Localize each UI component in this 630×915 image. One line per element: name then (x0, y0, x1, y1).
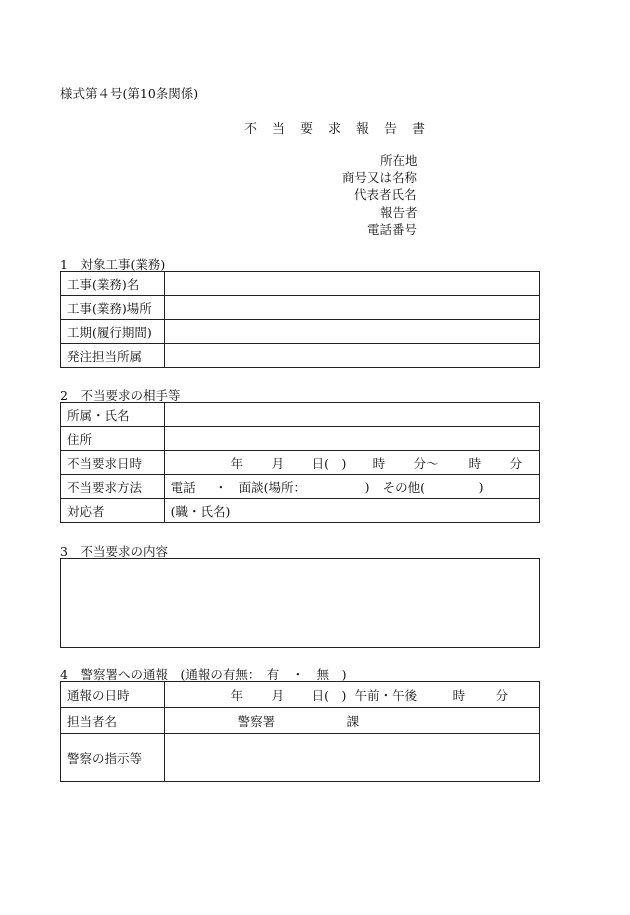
row-label: 対応者 (61, 499, 165, 523)
day-unit: 日( ) (311, 687, 347, 703)
request-datetime-field[interactable] (164, 451, 539, 475)
minute-unit: 分 (495, 687, 509, 703)
method-phone-option[interactable]: 電話 (170, 479, 196, 495)
reporter-company-label: 商号又は名称 (342, 170, 418, 185)
row-label: 住所 (61, 427, 165, 451)
section2-heading: 2 不当要求の相手等 (60, 388, 181, 403)
method-other-close: ) (478, 479, 484, 494)
section1-heading: 1 対象工事(業務) (60, 257, 166, 272)
minute-unit: 分 (509, 455, 523, 471)
row-label: 工事(業務)場所 (61, 296, 165, 320)
day-unit: 日( ) (311, 455, 347, 471)
request-content-field[interactable] (60, 558, 540, 648)
row-label: 担当者名 (61, 708, 165, 734)
method-interview-close: ) (364, 479, 370, 494)
table-row (61, 296, 540, 320)
police-instructions-field[interactable] (164, 734, 539, 782)
row-label: 工期(履行期間) (61, 320, 165, 344)
section4-heading: 4 警察署への通報 (通報の有無： 有 ・ 無 ) (60, 667, 347, 682)
police-contact-field[interactable] (164, 708, 539, 734)
section2-table (60, 402, 540, 523)
work-name-field[interactable] (164, 272, 539, 296)
table-row (61, 403, 540, 427)
reporter-representative-label: 代表者氏名 (354, 187, 417, 202)
method-interview-option[interactable]: 面談(場所： (238, 479, 306, 495)
row-label: 不当要求日時 (61, 451, 165, 475)
row-label: 所属・氏名 (61, 403, 165, 427)
police-station-unit: 警察署 (237, 713, 276, 729)
table-row (61, 272, 540, 296)
row-label: 警察の指示等 (61, 734, 165, 782)
hour-unit: 時 (468, 455, 482, 471)
reporter-location-label: 所在地 (380, 153, 418, 168)
table-row (61, 682, 540, 708)
request-method-field[interactable] (164, 475, 539, 499)
month-unit: 月 (271, 687, 285, 703)
hour-unit: 時 (372, 455, 386, 471)
table-row (61, 320, 540, 344)
form-number: 様式第４号(第10条関係) (60, 86, 199, 101)
section3-heading: 3 不当要求の内容 (60, 544, 168, 559)
work-period-field[interactable] (164, 320, 539, 344)
division-unit: 課 (346, 713, 360, 729)
method-separator: ・ (214, 479, 228, 495)
row-label: 工事(業務)名 (61, 272, 165, 296)
method-other-option[interactable]: その他( (382, 479, 425, 495)
am-pm-option[interactable]: 午前・午後 (354, 687, 418, 703)
reporter-phone-label: 電話番号 (367, 222, 418, 237)
ordering-department-field[interactable] (164, 344, 539, 368)
table-row (61, 499, 540, 523)
reporter-name-label: 報告者 (380, 205, 418, 220)
table-row (61, 475, 540, 499)
month-unit: 月 (271, 455, 285, 471)
table-row (61, 344, 540, 368)
section4-table (60, 681, 540, 782)
year-unit: 年 (230, 687, 244, 703)
responder-field[interactable]: (職・氏名) (164, 499, 539, 523)
party-address-field[interactable] (164, 427, 539, 451)
document-title: 不当要求報告書 (244, 122, 441, 137)
minute-unit: 分～ (413, 455, 439, 471)
hour-unit: 時 (452, 687, 466, 703)
year-unit: 年 (230, 455, 244, 471)
report-datetime-field[interactable] (164, 682, 539, 708)
table-row (61, 451, 540, 475)
table-row (61, 708, 540, 734)
row-label: 通報の日時 (61, 682, 165, 708)
table-row (61, 734, 540, 782)
row-label: 発注担当所属 (61, 344, 165, 368)
row-label: 不当要求方法 (61, 475, 165, 499)
section1-table (60, 271, 540, 368)
work-location-field[interactable] (164, 296, 539, 320)
party-affiliation-field[interactable] (164, 403, 539, 427)
table-row (61, 427, 540, 451)
